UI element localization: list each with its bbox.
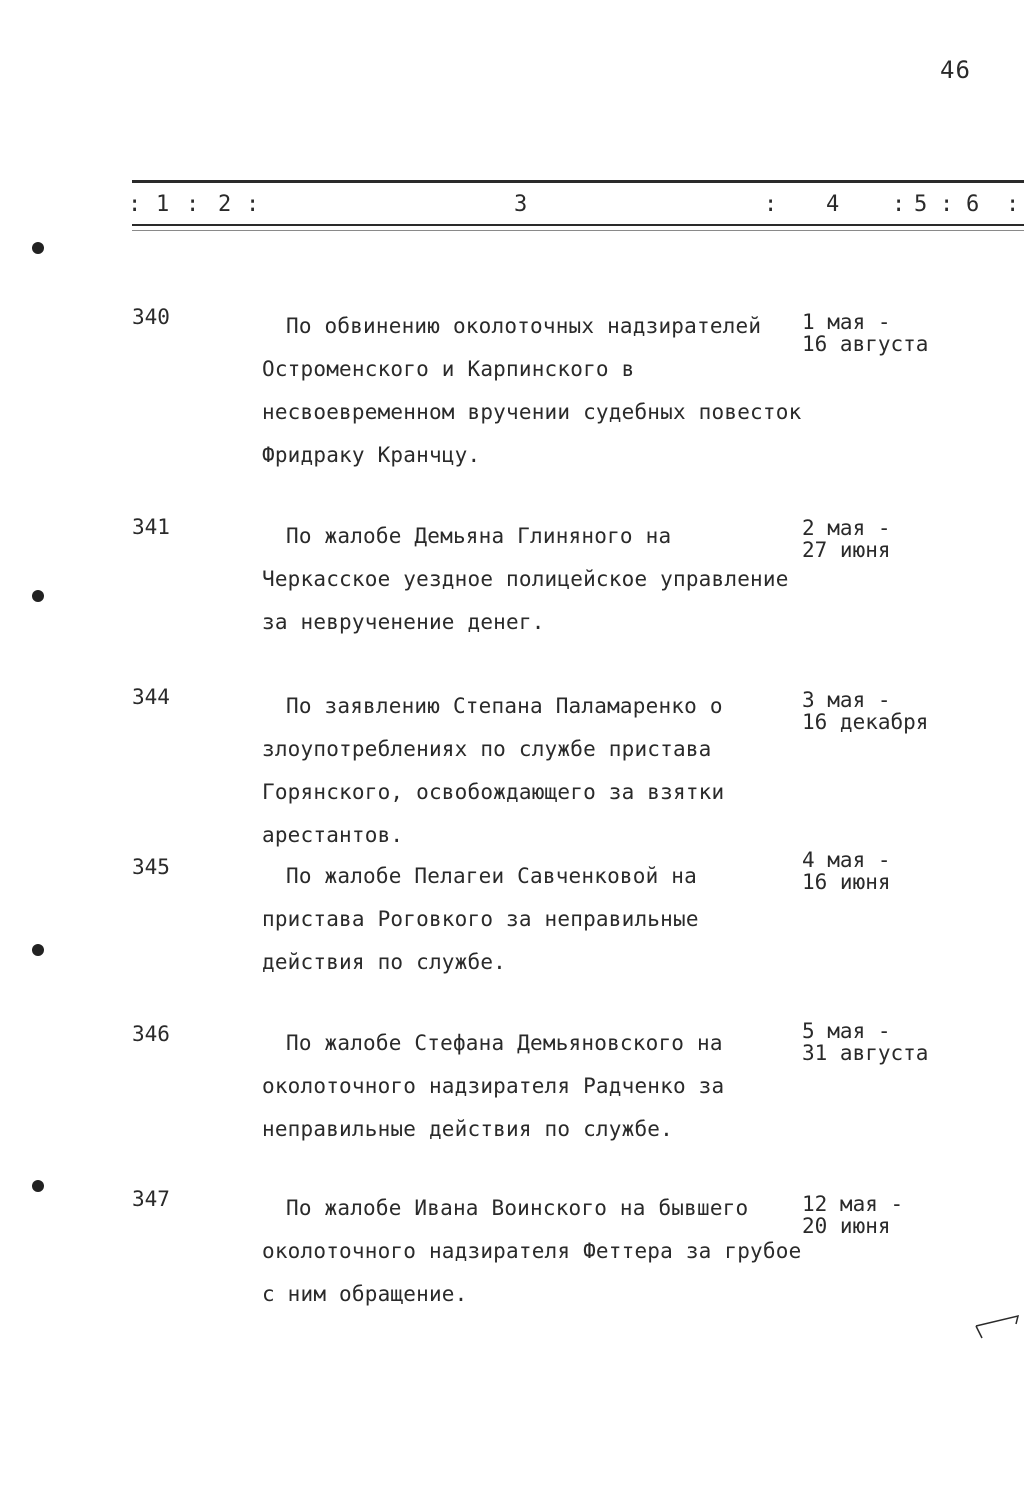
header-separator: :: [186, 192, 200, 217]
header-separator: :: [892, 192, 906, 217]
entry-date-end: 16 августа: [802, 332, 929, 356]
entry-date-end: 27 июня: [802, 538, 891, 562]
entry-date-end: 31 августа: [802, 1041, 929, 1065]
header-col-5: 5: [914, 192, 928, 217]
header-rule-top: [132, 180, 1024, 183]
entry-date-start: 4 мая -: [802, 848, 891, 872]
entry-dates: [802, 311, 928, 355]
entry-description: По заявлению Степана Паламаренко о злоупотреблениях по службе пристава Горянского, освобождающего за взятки арестантов.: [262, 694, 725, 847]
entry-number: 346: [132, 1022, 170, 1046]
entry-number: 347: [132, 1187, 170, 1211]
header-separator: :: [128, 192, 142, 217]
column-header-row: [0, 192, 1024, 224]
header-separator: :: [1006, 192, 1020, 217]
entry-description: По жалобе Пелагеи Савченковой на пристава Роговкого за неправильные действия по службе.: [262, 864, 699, 974]
punch-hole-mark: [32, 242, 44, 254]
header-separator: :: [764, 192, 778, 217]
header-separator: :: [246, 192, 260, 217]
entry-date-end: 16 декабря: [802, 710, 929, 734]
entry-description: По жалобе Ивана Воинского на бывшего околоточного надзирателя Феттера за грубое с ним обращение.: [262, 1196, 802, 1306]
entry-description: По обвинению околоточных надзирателей Остроменского и Карпинского в несвоевременном вручении судебных повесток Фридраку Кранчцу.: [262, 314, 802, 467]
header-separator: :: [940, 192, 954, 217]
entry-number: 345: [132, 855, 170, 879]
entry-dates: [802, 1020, 928, 1064]
page-number: 46: [940, 56, 971, 84]
punch-hole-mark: [32, 590, 44, 602]
entry-dates: [802, 849, 891, 893]
entry-number: 344: [132, 685, 170, 709]
header-rule-bottom-thin: [132, 230, 1024, 231]
header-col-2: 2: [218, 192, 232, 217]
entry-description: По жалобе Стефана Демьяновского на околоточного надзирателя Радченко за неправильные действия по службе.: [262, 1031, 725, 1141]
entry-date-start: 2 мая -: [802, 516, 891, 540]
entry-date-start: 3 мая -: [802, 688, 891, 712]
entry-date-end: 16 июня: [802, 870, 891, 894]
header-col-1: 1: [156, 192, 170, 217]
entry-date-start: 12 мая -: [802, 1192, 904, 1216]
entry-dates: [802, 517, 891, 561]
punch-hole-mark: [32, 1180, 44, 1192]
entry-number: 340: [132, 305, 170, 329]
entry-description: По жалобе Демьяна Глиняного на Черкасское уездное полицейское управление за неврученение денег.: [262, 524, 789, 634]
pencil-mark: [972, 1310, 1022, 1340]
entry-number: 341: [132, 515, 170, 539]
entry-date-start: 1 мая -: [802, 310, 891, 334]
entry-dates: [802, 1193, 903, 1237]
header-col-6: 6: [966, 192, 980, 217]
header-col-4: 4: [826, 192, 840, 217]
header-rule-bottom: [132, 224, 1024, 226]
header-col-3: 3: [514, 192, 528, 217]
punch-hole-mark: [32, 944, 44, 956]
entry-date-end: 20 июня: [802, 1214, 891, 1238]
entry-dates: [802, 689, 928, 733]
entry-date-start: 5 мая -: [802, 1019, 891, 1043]
